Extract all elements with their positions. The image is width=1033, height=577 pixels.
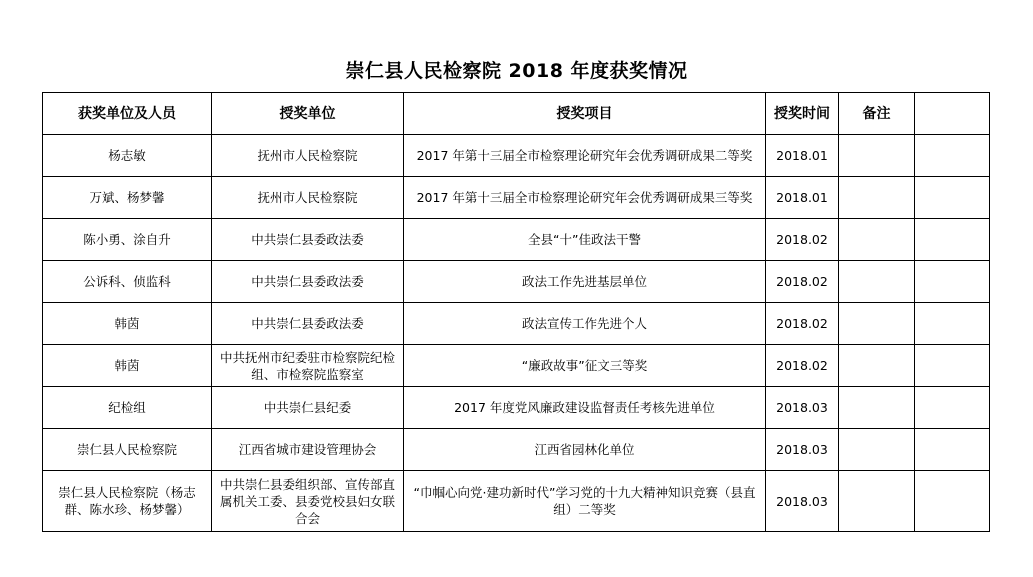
cell-recipient: 韩茵 xyxy=(43,345,212,387)
document-title: 崇仁县人民检察院 2018 年度获奖情况 xyxy=(345,60,688,82)
cell-grantor: 中共抚州市纪委驻市检察院纪检组、市检察院监察室 xyxy=(212,345,404,387)
cell-recipient: 纪检组 xyxy=(43,387,212,429)
table-row xyxy=(43,345,990,387)
cell-grantor: 抚州市人民检察院 xyxy=(212,135,404,177)
cell-remark xyxy=(839,429,915,471)
cell-grantor: 抚州市人民检察院 xyxy=(212,177,404,219)
cell-remark xyxy=(839,219,915,261)
cell-grantor: 中共崇仁县委政法委 xyxy=(212,261,404,303)
cell-extra xyxy=(915,303,990,345)
cell-recipient: 杨志敏 xyxy=(43,135,212,177)
table-row xyxy=(43,261,990,303)
table-row xyxy=(43,219,990,261)
cell-remark xyxy=(839,177,915,219)
cell-remark xyxy=(839,135,915,177)
cell-extra xyxy=(915,177,990,219)
cell-time: 2018.02 xyxy=(766,345,839,387)
cell-remark xyxy=(839,303,915,345)
table-header-row xyxy=(43,93,990,135)
table-row xyxy=(43,471,990,532)
table-row xyxy=(43,135,990,177)
cell-grantor: 中共崇仁县委组织部、宣传部直属机关工委、县委党校县妇女联合会 xyxy=(212,471,404,532)
header-time: 授奖时间 xyxy=(766,93,839,135)
cell-grantor: 江西省城市建设管理协会 xyxy=(212,429,404,471)
table-row xyxy=(43,303,990,345)
cell-extra xyxy=(915,471,990,532)
header-remark: 备注 xyxy=(839,93,915,135)
cell-time: 2018.03 xyxy=(766,429,839,471)
cell-time: 2018.01 xyxy=(766,135,839,177)
cell-recipient: 陈小勇、涂自升 xyxy=(43,219,212,261)
cell-extra xyxy=(915,135,990,177)
table-row xyxy=(43,429,990,471)
cell-extra xyxy=(915,429,990,471)
cell-extra xyxy=(915,345,990,387)
cell-project: 政法工作先进基层单位 xyxy=(404,261,766,303)
cell-recipient: 崇仁县人民检察院 xyxy=(43,429,212,471)
cell-project: 政法宣传工作先进个人 xyxy=(404,303,766,345)
cell-remark xyxy=(839,471,915,532)
cell-grantor: 中共崇仁县委政法委 xyxy=(212,303,404,345)
awards-table xyxy=(42,92,990,532)
header-project: 授奖项目 xyxy=(404,93,766,135)
table-row xyxy=(43,177,990,219)
cell-project: 2017 年度党风廉政建设监督责任考核先进单位 xyxy=(404,387,766,429)
cell-remark xyxy=(839,261,915,303)
cell-project: 2017 年第十三届全市检察理论研究年会优秀调研成果二等奖 xyxy=(404,135,766,177)
cell-time: 2018.01 xyxy=(766,177,839,219)
header-extra xyxy=(915,93,990,135)
cell-time: 2018.02 xyxy=(766,303,839,345)
cell-project: “廉政故事”征文三等奖 xyxy=(404,345,766,387)
cell-recipient: 公诉科、侦监科 xyxy=(43,261,212,303)
cell-recipient: 崇仁县人民检察院（杨志群、陈水珍、杨梦馨） xyxy=(43,471,212,532)
cell-project: 2017 年第十三届全市检察理论研究年会优秀调研成果三等奖 xyxy=(404,177,766,219)
cell-time: 2018.02 xyxy=(766,219,839,261)
cell-recipient: 韩茵 xyxy=(43,303,212,345)
header-grantor: 授奖单位 xyxy=(212,93,404,135)
cell-extra xyxy=(915,261,990,303)
cell-remark xyxy=(839,387,915,429)
header-recipient: 获奖单位及人员 xyxy=(43,93,212,135)
cell-remark xyxy=(839,345,915,387)
cell-time: 2018.02 xyxy=(766,261,839,303)
cell-extra xyxy=(915,219,990,261)
cell-project: 全县“十”佳政法干警 xyxy=(404,219,766,261)
cell-grantor: 中共崇仁县委政法委 xyxy=(212,219,404,261)
cell-project: “巾帼心向党·建功新时代”学习党的十九大精神知识竞赛（县直组）二等奖 xyxy=(404,471,766,532)
cell-time: 2018.03 xyxy=(766,387,839,429)
cell-time: 2018.03 xyxy=(766,471,839,532)
cell-recipient: 万斌、杨梦馨 xyxy=(43,177,212,219)
table-row xyxy=(43,387,990,429)
cell-extra xyxy=(915,387,990,429)
cell-project: 江西省园林化单位 xyxy=(404,429,766,471)
cell-grantor: 中共崇仁县纪委 xyxy=(212,387,404,429)
